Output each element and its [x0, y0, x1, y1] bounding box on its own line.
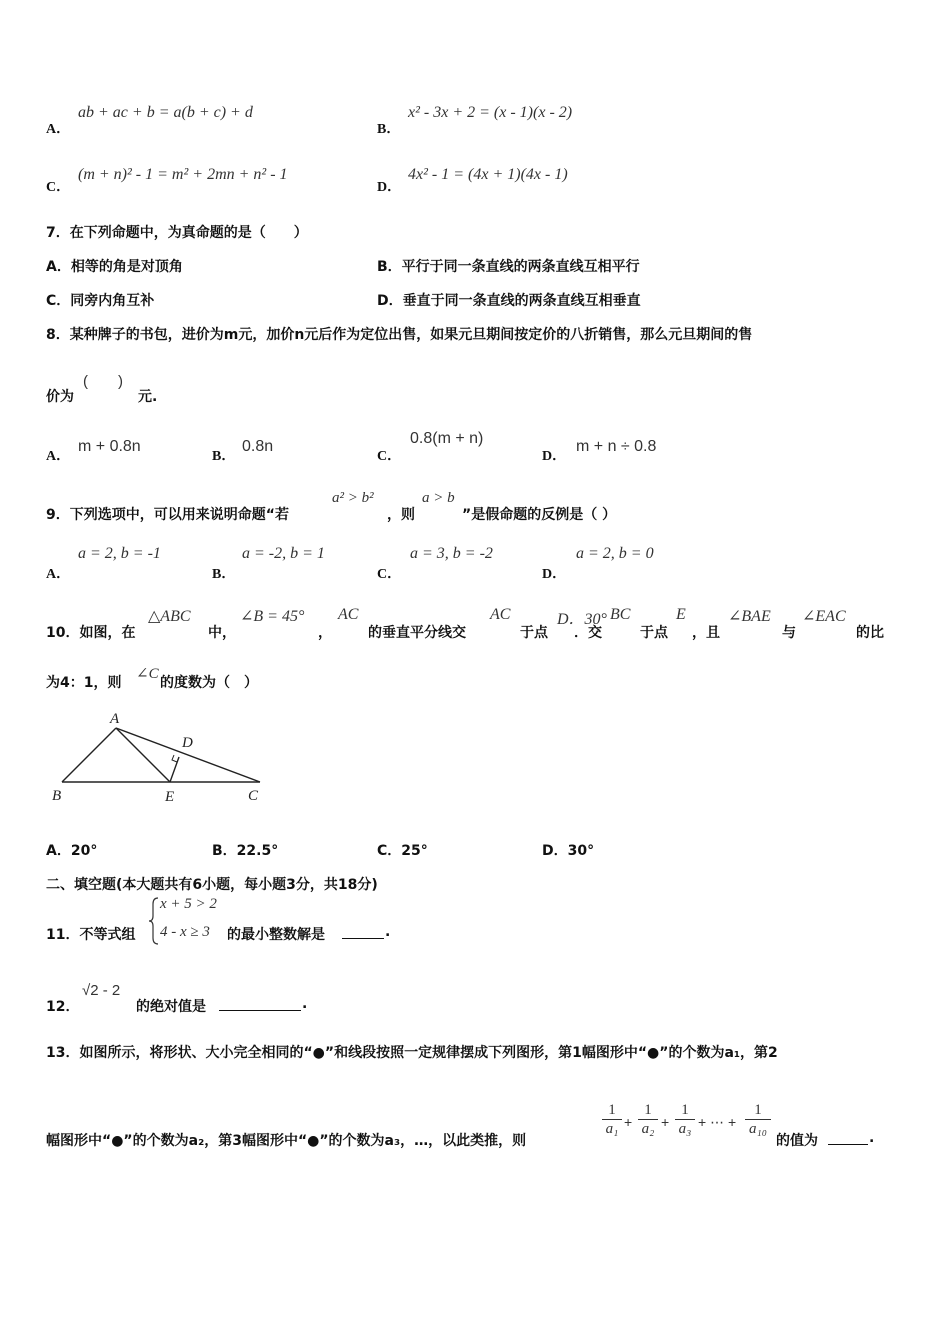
q6-option-d-expr: 4x² - 1 = (4x + 1)(4x - 1) — [408, 166, 568, 183]
q10-angle-bae: ∠BAE — [728, 608, 771, 625]
q8-option-d-label: D． — [542, 449, 567, 464]
section-2-heading: 二、填空题(本大题共有6小题，每小题3分，共18分) — [46, 877, 378, 893]
q7-option-d: D．垂直于同一条直线的两条直线互相垂直 — [377, 293, 641, 309]
q13-ellipsis: + ⋯ + — [698, 1114, 737, 1130]
q9-option-a-label: A． — [46, 567, 71, 582]
q10-line2-pre: 为4：1，则 — [46, 675, 122, 691]
q10-part3: ， — [318, 625, 332, 641]
label-c: C — [248, 788, 259, 804]
q13-line2: 幅图形中“●”的个数为a₂，第3幅图形中“●”的个数为a₃，…，以此类推，则 — [46, 1133, 527, 1149]
q9-stem-post: ”是假命题的反例是（ ） — [462, 507, 617, 523]
segment-ae — [116, 728, 170, 782]
q13-fraction-3 — [675, 1102, 695, 1137]
q10-angle-b: ∠B = 45° — [240, 608, 305, 625]
q11-brace — [148, 896, 160, 946]
q10-point-e: E — [676, 606, 686, 623]
q11-inequality-2: 4 - x ≥ 3 — [160, 924, 210, 940]
q10-angle-c: ∠C — [136, 666, 159, 682]
q13-plus-2: + — [661, 1114, 670, 1130]
q10-point-d: D．30° — [557, 611, 607, 628]
q10-triangle-figure — [46, 706, 276, 806]
q6-option-c-label: C． — [46, 180, 71, 195]
q10-part8: ，且 — [692, 625, 720, 641]
right-angle-mark — [172, 755, 177, 762]
label-a: A — [110, 711, 120, 727]
q10-part1: 10．如图，在 — [46, 625, 136, 641]
q9-option-c-label: C． — [377, 567, 402, 582]
q12-end: . — [302, 996, 308, 1012]
q13-fraction-2 — [638, 1102, 658, 1137]
fraction-denominator: a₁ — [605, 1121, 619, 1137]
q11-answer-blank — [342, 926, 384, 939]
q12-post: 的绝对值是 — [136, 999, 206, 1015]
q13-fraction-1 — [602, 1102, 622, 1137]
q8-option-d: m + n ÷ 0.8 — [576, 438, 657, 455]
q6-option-d-label: D． — [377, 180, 402, 195]
q8-paren: ( ) — [83, 373, 123, 390]
q10-option-c: C．25° — [377, 843, 428, 859]
fraction-numerator: 1 — [608, 1102, 616, 1118]
label-d: D — [182, 735, 193, 751]
q12-pre: 12． — [46, 999, 80, 1015]
q13-post: 的值为 — [776, 1133, 818, 1149]
q10-part5: 于点 — [520, 625, 548, 641]
fraction-denominator: a₃ — [678, 1121, 692, 1137]
q13-line1: 13．如图所示，将形状、大小完全相同的“●”和线段按照一定规律摆成下列图形，第1幅图形中“●”的个数为a₁，第2 — [46, 1045, 778, 1061]
q9-option-d-label: D． — [542, 567, 567, 582]
q8-option-b-label: B． — [212, 449, 236, 464]
q13-end: . — [869, 1130, 875, 1146]
q7-stem: 7．在下列命题中，为真命题的是（ ） — [46, 225, 308, 241]
q6-option-b-expr: x² - 3x + 2 = (x - 1)(x - 2) — [408, 104, 573, 121]
q10-part9: 与 — [782, 625, 796, 641]
q9-option-a: a = 2, b = -1 — [78, 545, 161, 562]
fraction-numerator: 1 — [681, 1102, 689, 1118]
q10-part2: 中， — [208, 625, 236, 641]
label-b: B — [52, 788, 62, 804]
label-e: E — [165, 789, 175, 805]
q10-part10: 的比 — [856, 625, 884, 641]
q9-conclusion: a > b — [422, 490, 455, 506]
q8-stem: 8．某种牌子的书包，进价为m元，加价n元后作为定位出售，如果元旦期间按定价的八折销售，那么元旦期间的售 — [46, 327, 753, 343]
q10-part6: ．交 — [574, 625, 602, 641]
q8-option-a-label: A． — [46, 449, 71, 464]
q9-condition: a² > b² — [332, 490, 374, 506]
segment-ab — [62, 728, 116, 782]
q7-option-c: C．同旁内角互补 — [46, 293, 155, 309]
q6-option-a-expr: ab + ac + b = a(b + c) + d — [78, 104, 253, 121]
q9-option-d: a = 2, b = 0 — [576, 545, 654, 562]
q6-option-b-label: B． — [377, 122, 401, 137]
q10-line2-post: 的度数为（ ） — [160, 675, 258, 691]
q11-post: 的最小整数解是 — [227, 927, 325, 943]
q13-answer-blank — [828, 1132, 868, 1145]
q9-option-b: a = -2, b = 1 — [242, 545, 325, 562]
q9-stem-pre: 9．下列选项中，可以用来说明命题“若 — [46, 507, 289, 523]
q8-option-c: 0.8(m + n) — [410, 430, 484, 447]
q12-answer-blank — [219, 998, 301, 1011]
q8-stem-line2-pre: 价为 — [46, 389, 74, 405]
q10-bc: BC — [610, 606, 631, 623]
q9-option-b-label: B． — [212, 567, 236, 582]
fraction-denominator: a₂ — [641, 1121, 655, 1137]
q10-angle-eac: ∠EAC — [802, 608, 846, 625]
q9-stem-mid: ，则 — [387, 507, 415, 523]
q7-option-b: B．平行于同一条直线的两条直线互相平行 — [377, 259, 640, 275]
q11-inequality-1: x + 5 > 2 — [160, 896, 217, 912]
fraction-numerator: 1 — [754, 1102, 762, 1118]
q6-option-a-label: A． — [46, 122, 71, 137]
q7-option-a: A．相等的角是对顶角 — [46, 259, 183, 275]
q10-option-b: B．22.5° — [212, 843, 279, 859]
q10-ac-2: AC — [490, 606, 511, 623]
q9-option-c: a = 3, b = -2 — [410, 545, 493, 562]
q12-expression: √2 - 2 — [82, 982, 121, 999]
q8-option-a: m + 0.8n — [78, 438, 141, 455]
q10-ac-1: AC — [338, 606, 359, 623]
q10-part4: 的垂直平分线交 — [368, 625, 466, 641]
q6-option-c-expr: (m + n)² - 1 = m² + 2mn + n² - 1 — [78, 166, 288, 183]
q11-end: . — [385, 924, 391, 940]
q13-plus-1: + — [624, 1114, 633, 1130]
q10-triangle: △ABC — [148, 608, 191, 625]
q10-part7: 于点 — [640, 625, 668, 641]
q10-option-a: A．20° — [46, 843, 98, 859]
q8-stem-line2-post: 元. — [138, 389, 158, 405]
q11-pre: 11．不等式组 — [46, 927, 136, 943]
q8-option-b: 0.8n — [242, 438, 274, 455]
q10-option-d: D．30° — [542, 843, 595, 859]
q13-fraction-10 — [745, 1102, 771, 1137]
fraction-denominator: a₁₀ — [749, 1121, 767, 1137]
q8-option-c-label: C． — [377, 449, 402, 464]
fraction-numerator: 1 — [644, 1102, 652, 1118]
